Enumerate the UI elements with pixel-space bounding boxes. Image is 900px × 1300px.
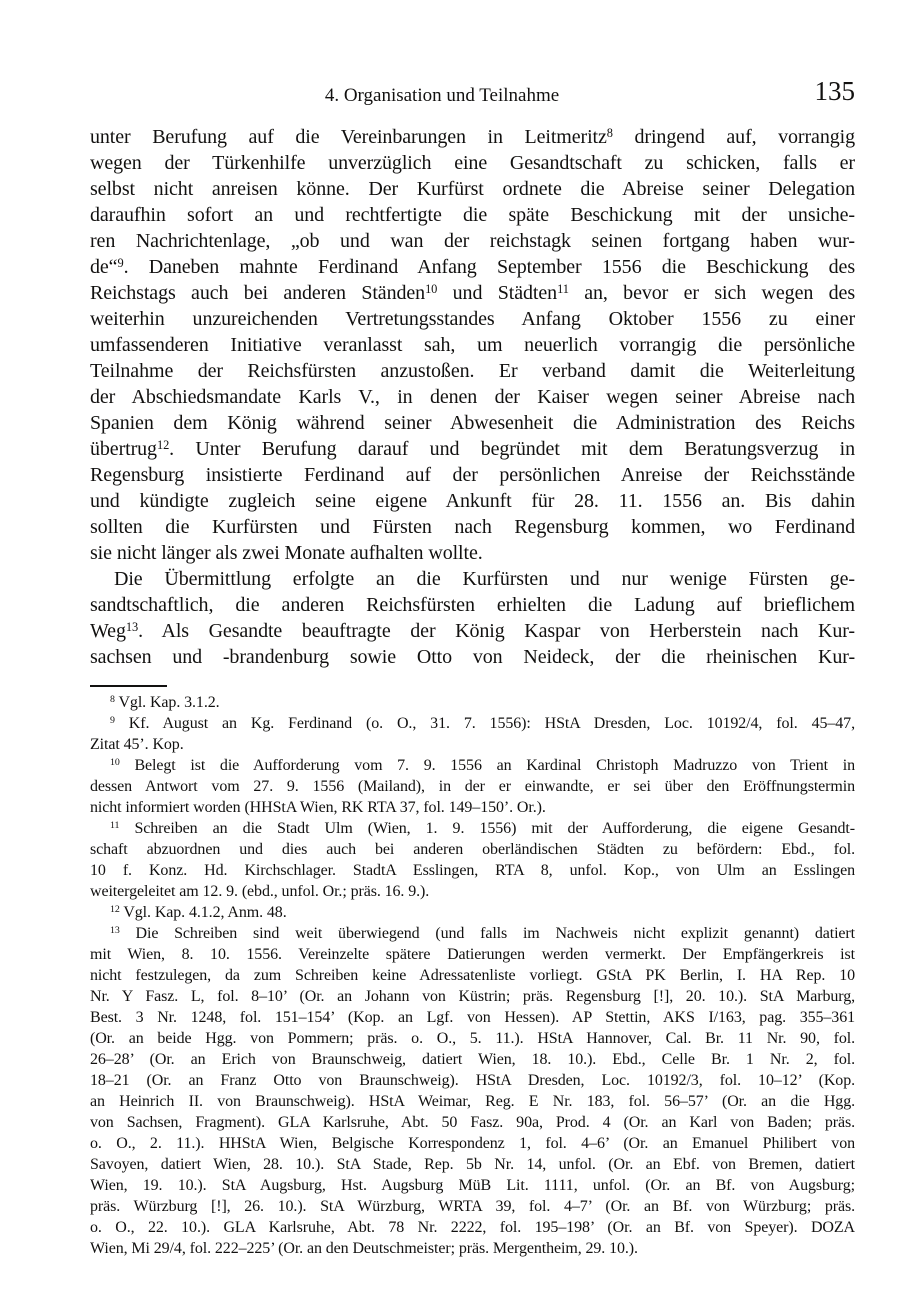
footnote [90, 818, 855, 902]
text-line: $^{11}$ Schreiben an die Stadt Ulm (Wien, 1. 9. 1556) mit der Aufforderung, die eigene Gesandt- [110, 820, 855, 837]
text-line: übertrug$^{12}$. Unter Berufung darauf und begründet mit dem Beratungsverzug in [90, 437, 855, 460]
text-line: o. O., 22. 10.). GLA Karlsruhe, Abt. 78 Nr. 2222, fol. 195–198’ (Or. an Bf. von Speyer). DOZA [90, 1219, 855, 1236]
footnote-ref: 9 [110, 715, 115, 727]
text-line: selbst nicht anreisen könne. Der Kurfürst ordnete die Abreise seiner Delegation [90, 178, 855, 200]
footnote [90, 692, 855, 713]
text-line: dessen Antwort vom 27. 9. 1556 (Mailand), in der er einwandte, er sei über den Eröffnungstermin [90, 778, 855, 795]
text-line: umfassenderen Initiative veranlasst sah, um neuerlich vorrangig die persönliche [90, 334, 855, 356]
text-line: und kündigte zugleich seine eigene Ankunft für 28. 11. 1556 an. Bis dahin [90, 490, 855, 512]
text-line: sollten die Kurfürsten und Fürsten nach Regensburg kommen, wo Ferdinand [90, 516, 855, 538]
footnote [90, 902, 855, 923]
footnote-ref: 10 [425, 281, 438, 296]
text-line: der Abschiedsmandate Karls V., in denen der Kaiser wegen seiner Abreise nach [90, 386, 855, 408]
footnote [90, 923, 855, 1259]
footnote-ref: 8 [110, 694, 115, 706]
footnote-separator [90, 685, 167, 687]
text-line: (Or. an beide Hgg. von Pommern; präs. o. O., 5. 11.). HStA Hannover, Cal. Br. 11 Nr. 90, fol. [90, 1030, 855, 1047]
body-paragraph [90, 124, 855, 566]
text-line: daraufhin sofort an und rechtfertigte die späte Beschickung mit der unsiche- [90, 204, 855, 226]
text-line: $^{13}$ Die Schreiben sind weit überwiegend (und falls im Nachweis nicht explizit genannt) datiert [110, 925, 855, 942]
footnote-ref: 11 [110, 820, 120, 832]
text-line: $^{10}$ Belegt ist die Aufforderung vom 7. 9. 1556 an Kardinal Christoph Madruzzo von Trient in [110, 757, 855, 774]
text-line: o. O., 2. 11.). HHStA Wien, Belgische Korrespondenz 1, fol. 4–6’ (Or. an Emanuel Philibert von [90, 1135, 855, 1152]
text-line: mit Wien, 8. 10. 1556. Vereinzelte spätere Datierungen werden vermerkt. Der Empfängerkreis ist [90, 946, 855, 963]
text-line: 26–28’ (Or. an Erich von Braunschweig, datiert Wien, 18. 10.). Ebd., Celle Br. 1 Nr. 2, fol. [90, 1051, 855, 1068]
footnote-ref: 13 [125, 619, 139, 634]
footnote [90, 755, 855, 818]
text-line: 18–21 (Or. an Franz Otto von Braunschweig). HStA Dresden, Loc. 10192/3, fol. 10–12’ (Kop. [90, 1072, 855, 1089]
footnote [90, 713, 855, 755]
text-line: weitergeleitet am 12. 9. (ebd., unfol. Or.; präs. 16. 9.). [90, 883, 430, 900]
text-line: weiterhin unzureichenden Vertretungsstandes Anfang Oktober 1556 zu einer [90, 308, 855, 330]
text-line: $^8$ Vgl. Kap. 3.1.2. [110, 694, 220, 711]
text-line: sachsen und -brandenburg sowie Otto von Neideck, der die rheinischen Kur- [90, 646, 855, 668]
chapter-heading: 4. Organisation und Teilnahme [324, 85, 560, 106]
text-line: de“$^9$. Daneben mahnte Ferdinand Anfang September 1556 die Beschickung des [90, 255, 855, 278]
footnote-ref: 13 [110, 925, 120, 937]
text-line: sandtschaftlich, die anderen Reichsfürsten erhielten die Ladung auf brieflichem [90, 594, 855, 616]
footnotes-section [90, 692, 855, 1259]
text-line: Regensburg insistierte Ferdinand auf der persönlichen Anreise der Reichsstände [90, 464, 855, 486]
page-number: 135 [814, 76, 855, 106]
footnote-ref: 8 [606, 125, 613, 140]
text-line: nicht festzulegen, da zum Schreiben keine Adressatenliste vorliegt. GStA PK Berlin, I. HA Rep. 10 [90, 967, 855, 984]
text-line: Reichstags auch bei anderen Ständen$^{10}$ und Städten$^{11}$ an, bevor er sich wegen des [90, 281, 855, 304]
text-line: Best. 3 Nr. 1248, fol. 151–154’ (Kop. an Lgf. von Hessen). AP Stettin, AKS I/163, pag. 355–361 [90, 1009, 855, 1026]
footnote-ref: 10 [110, 757, 120, 769]
text-line: Nr. Y Fasz. L, fol. 8–10’ (Or. an Johann von Küstrin; präs. Regensburg [!], 20. 10.). StA Marburg, [90, 988, 855, 1005]
text-line: von Sachsen, Fragment). GLA Karlsruhe, Abt. 50 Fasz. 90a, Prod. 4 (Or. an Karl von Baden; präs. [90, 1114, 855, 1131]
body-text [90, 124, 855, 670]
text-line: an Heinrich II. von Braunschweig). HStA Weimar, Reg. E Nr. 183, fol. 56–57’ (Or. an die Hgg. [90, 1093, 855, 1110]
text-line: ren Nachrichtenlage, „ob und wan der reichstagk seinen fortgang haben wur- [90, 230, 855, 252]
text-line: $^{12}$ Vgl. Kap. 4.1.2, Anm. 48. [110, 904, 287, 921]
text-line: unter Berufung auf die Vereinbarungen in Leitmeritz$^8$ dringend auf, vorrangig [90, 125, 855, 148]
footnote-ref: 11 [557, 281, 569, 296]
text-line: Die Übermittlung erfolgte an die Kurfürsten und nur wenige Fürsten ge- [114, 568, 855, 590]
text-line: Weg$^{13}$. Als Gesandte beauftragte der König Kaspar von Herberstein nach Kur- [90, 619, 855, 642]
footnote-ref: 12 [156, 437, 170, 452]
text-line: Teilnahme der Reichsfürsten anzustoßen. Er verband damit die Weiterleitung [90, 360, 855, 382]
text-line: Zitat 45’. Kop. [90, 736, 184, 753]
text-line: $^9$ Kf. August an Kg. Ferdinand (o. O., 31. 7. 1556): HStA Dresden, Loc. 10192/4, fol. 45–47, [110, 715, 855, 732]
running-header [90, 76, 855, 112]
footnote-ref: 9 [117, 255, 124, 270]
text-line: Spanien dem König während seiner Abwesenheit die Administration des Reichs [90, 412, 855, 434]
text-line: nicht informiert worden (HHStA Wien, RK RTA 37, fol. 149–150’. Or.). [90, 799, 546, 816]
text-line: wegen der Türkenhilfe unverzüglich eine Gesandtschaft zu schicken, falls er [90, 152, 855, 174]
text-line: sie nicht länger als zwei Monate aufhalten wollte. [90, 542, 483, 564]
text-line: Wien, Mi 29/4, fol. 222–225’ (Or. an den Deutschmeister; präs. Mergentheim, 29. 10.). [90, 1240, 638, 1257]
footnote-ref: 12 [110, 904, 120, 916]
text-line: schaft abzuordnen und dies auch bei anderen oberländischen Städten zu befördern: Ebd., fol. [90, 841, 855, 858]
text-line: präs. Würzburg [!], 26. 10.). StA Würzburg, WRTA 39, fol. 4–7’ (Or. an Bf. von Würzburg; präs. [90, 1198, 855, 1215]
text-line: Savoyen, datiert Wien, 28. 10.). StA Stade, Rep. 5b Nr. 14, unfol. (Or. an Ebf. von Bremen, datiert [90, 1156, 855, 1173]
text-line: Wien, 19. 10.). StA Augsburg, Hst. Augsburg MüB Lit. 1111, unfol. (Or. an Bf. von Augsburg; [90, 1177, 855, 1194]
text-line: 10 f. Konz. Hd. Kirchschlager. StadtA Esslingen, RTA 8, unfol. Kop., von Ulm an Esslingen [90, 862, 855, 879]
body-paragraph [90, 566, 855, 670]
